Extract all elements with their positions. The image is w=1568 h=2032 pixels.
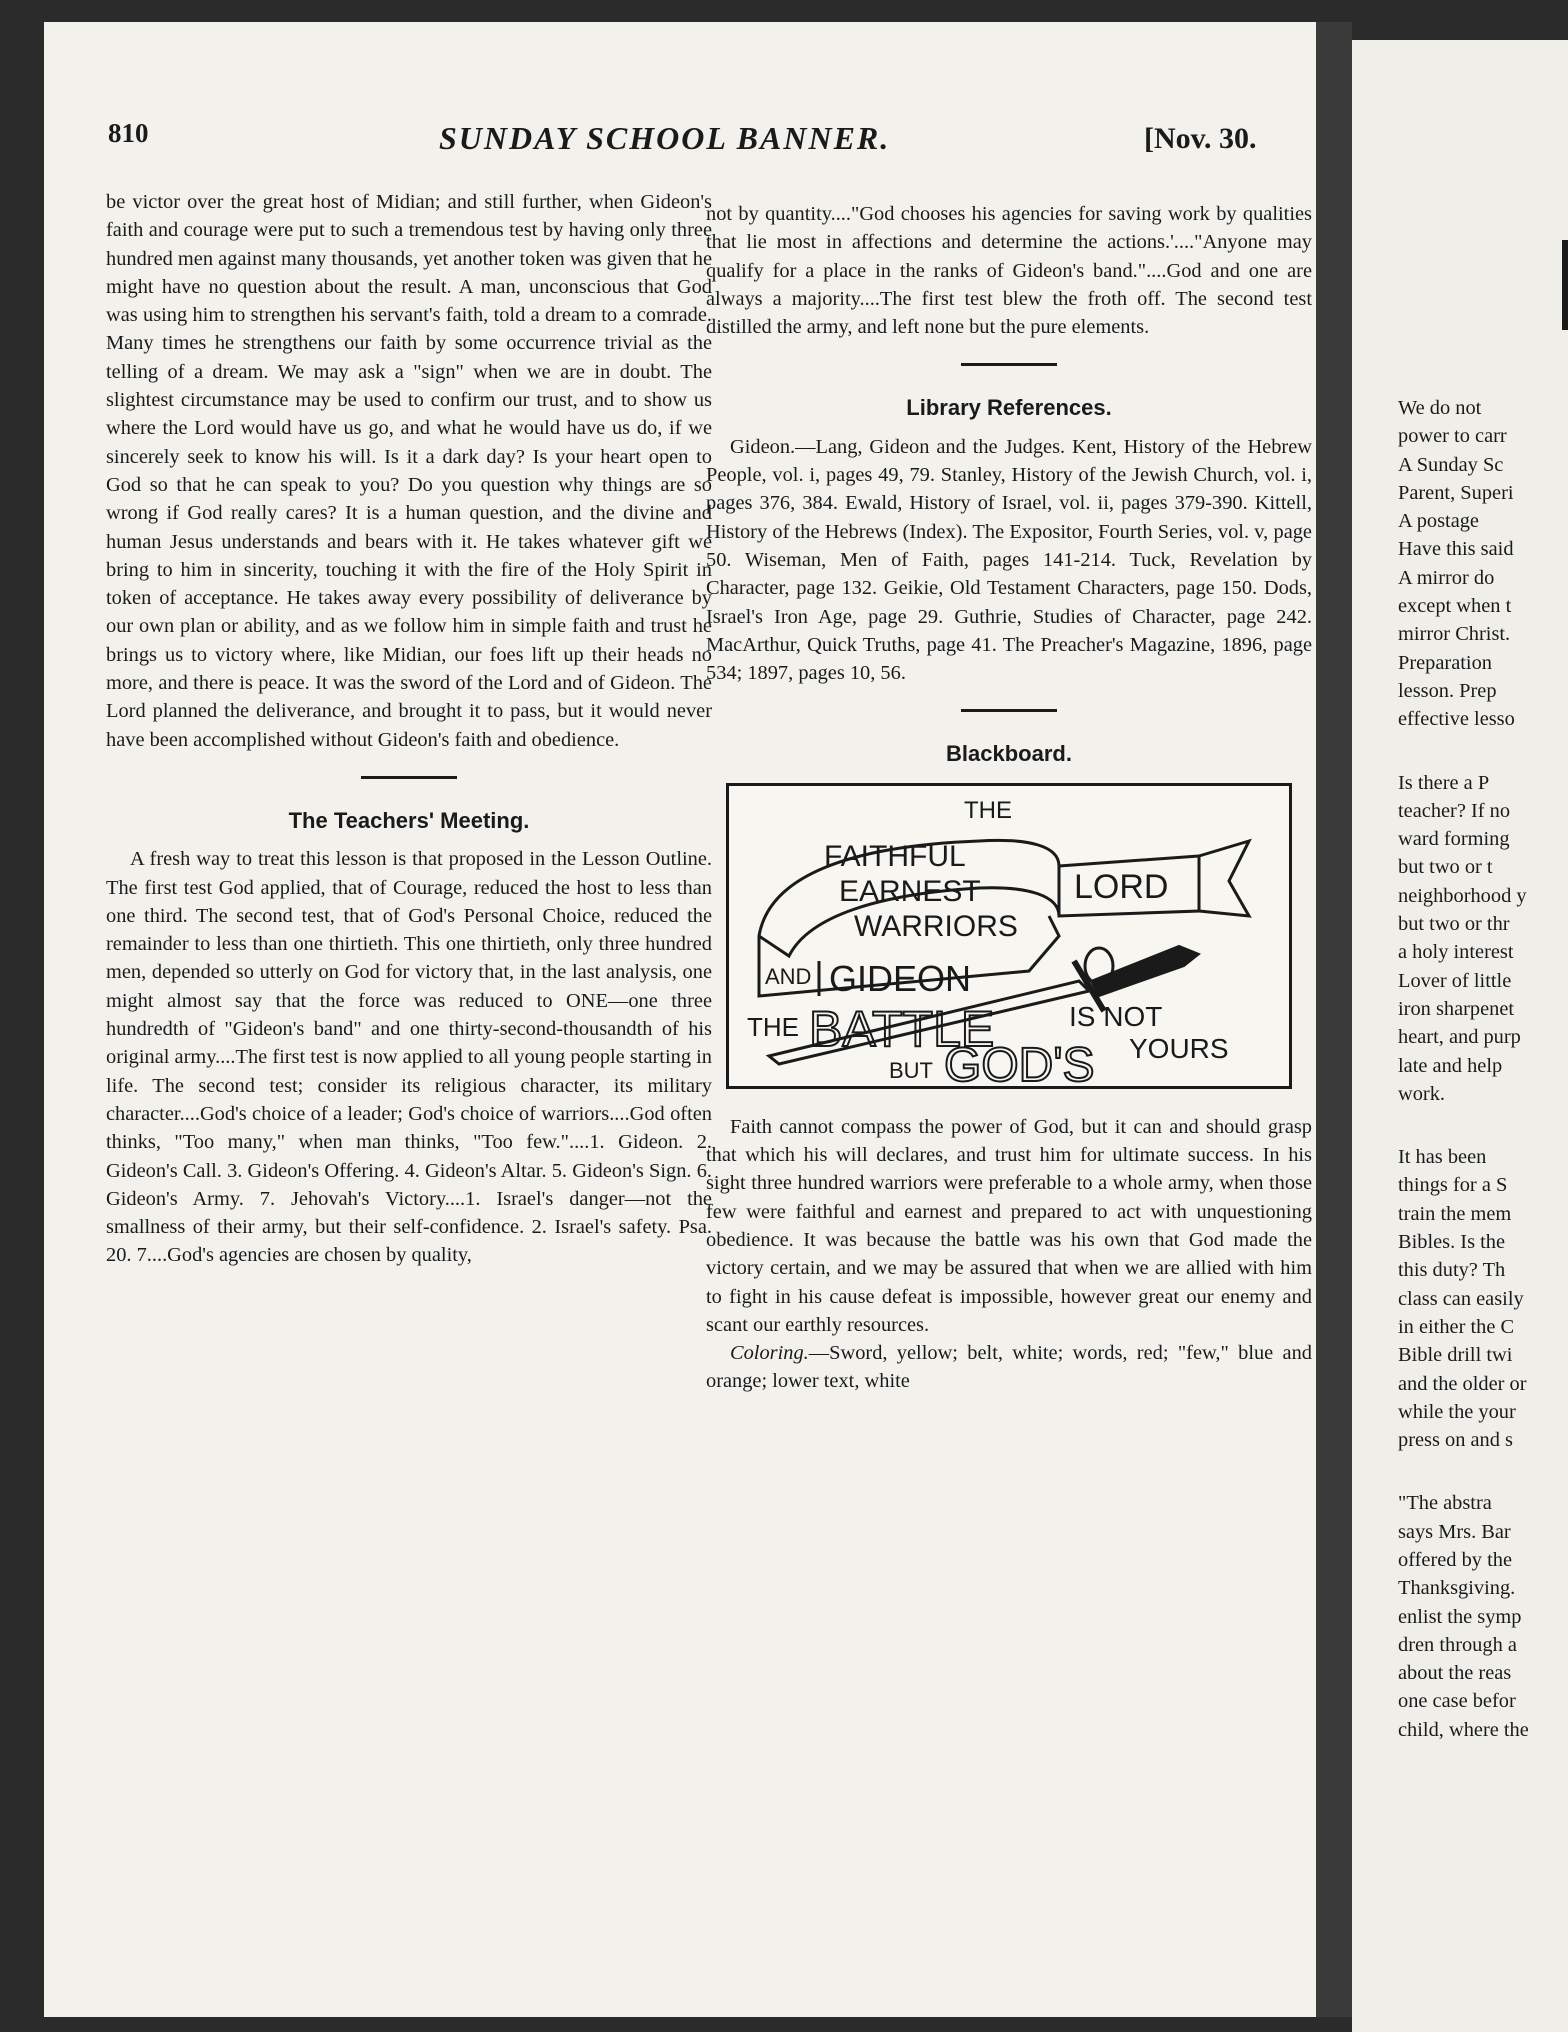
blackboard-word-but: BUT xyxy=(889,1057,933,1083)
partial-text-line: lesson. Prep xyxy=(1398,679,1497,702)
partial-text-line: in either the C xyxy=(1398,1315,1515,1338)
partial-text-line: Thanksgiving. xyxy=(1398,1577,1516,1600)
library-references-text: Gideon.—Lang, Gideon and the Judges. Kent, History of the Hebrew People, vol. i, pages 49, 79. Stanley, History of the Jewish Church, vol. i, pages 376, 384. Ewald, History of Israel, vol. ii, pages 379-390. Kittell, History of the Hebrews (Index). The Expositor, Fourth Series, vol. v, page 50. Wiseman, Men of Faith, pages 141-214. Tuck, Revelation by Character, page 132. Geikie, Old Testament Characters, page 150. Dods, Israel's Iron Age, page 29. Guthrie, Studies of Character, page 242. MacArthur, Quick Truths, page 41. The Preacher's Magazine, 1896, page 534; 1897, pages 10, 56. xyxy=(706,435,1312,685)
library-references-heading: Library References. xyxy=(906,395,1112,421)
blackboard-word-lord: LORD xyxy=(1074,867,1169,906)
partial-text-line: press on and s xyxy=(1398,1429,1513,1452)
page-number: 810 xyxy=(108,118,149,148)
partial-text-line xyxy=(1398,1108,1568,1143)
partial-text-line: a holy interest xyxy=(1398,941,1514,964)
partial-text-line: Preparation xyxy=(1398,651,1492,674)
teachers-meeting-heading: The Teachers' Meeting. xyxy=(288,807,530,833)
blackboard-word-earnest: EARNEST xyxy=(839,874,981,908)
partial-text-line: child, where the xyxy=(1398,1718,1529,1741)
partial-text-line: teacher? If no xyxy=(1398,799,1511,822)
paragraph: not by quantity...."God chooses his agencies for saving work by qualities that lie most in affections and determine the actions.'...."Anyone may qualify for a place in the ranks of Gideon's band."....God and one are always a majority....The first test blew the froth off. The second test distilled the army, and left none but the pure elements. xyxy=(706,203,1312,339)
blackboard-word-battle: BATTLE xyxy=(809,1000,995,1057)
partial-text-line: A mirror do xyxy=(1398,566,1495,589)
blackboard-word-the-top: THE xyxy=(964,796,1012,824)
partial-text-line: ward forming xyxy=(1398,828,1510,851)
partial-text-line: It has been xyxy=(1398,1146,1487,1169)
partial-text-line: things for a S xyxy=(1398,1174,1508,1197)
partial-text-line: We do not xyxy=(1398,397,1482,419)
partial-text-line xyxy=(1398,1454,1568,1489)
blackboard-word-gods: GOD'S xyxy=(944,1038,1095,1086)
partial-text-line: Have this said xyxy=(1398,538,1514,561)
partial-text-line: mirror Christ. xyxy=(1398,623,1511,646)
partial-text-line: neighborhood y xyxy=(1398,884,1527,907)
blackboard-word-gideon: GIDEON xyxy=(829,957,972,999)
partial-text-line: Is there a P xyxy=(1398,771,1490,794)
partial-text-line: train the mem xyxy=(1398,1202,1512,1225)
large-letter-fragment xyxy=(1562,240,1568,330)
partial-text-line: Bible drill twi xyxy=(1398,1344,1513,1367)
coloring-label: Coloring. xyxy=(730,1342,809,1365)
partial-text-line: Bibles. Is the xyxy=(1398,1231,1506,1254)
blackboard-word-yours: YOURS xyxy=(1129,1032,1229,1064)
partial-text-line: iron sharpenet xyxy=(1398,997,1515,1020)
blackboard-drawing xyxy=(729,786,1289,1086)
partial-text-line: "The abstra xyxy=(1398,1492,1492,1515)
partial-text-line: class can easily xyxy=(1398,1287,1524,1310)
book-gutter xyxy=(1316,22,1352,2017)
partial-text-line: A postage xyxy=(1398,510,1479,533)
partial-text-line: Parent, Superi xyxy=(1398,481,1514,504)
paragraph: A fresh way to treat this lesson is that proposed in the Lesson Outline. The first test God applied, that of Courage, reduced the host to less than one third. The second test, that of God's Personal Choice, reduced the remainder to less than one thirtieth. This one thirtieth, only three hundred men, depended so utterly on God for victory that, in the last analysis, one might almost say that the force was reduced to ONE—one three hundredth of "Gideon's band" and one thirty-second-thousandth of his original army....The first test is now applied to all young people starting in life. The second test; consider its religious character, its military character....God's choice of a leader; God's choice of warriors....God often thinks, "Too many," when man thinks, "Too few."....1. Gideon. 2. Gideon's Call. 3. Gideon's Offering. 4. Gideon's Altar. 5. Gideon's Sign. 6. Gideon's Army. 7. Jehovah's Victory....1. Israel's danger—not the smallness of their army, but their self-confidence. 2. Israel's safety. Psa. 20. 7....God's agencies are chosen by quality, xyxy=(106,848,712,1267)
coloring-note xyxy=(706,1339,1312,1396)
right-page-edge xyxy=(1352,40,1568,2032)
partial-text-line: except when t xyxy=(1398,595,1512,618)
partial-text-line: this duty? Th xyxy=(1398,1259,1506,1282)
partial-text-line: late and help xyxy=(1398,1054,1503,1077)
blackboard-word-faithful: FAITHFUL xyxy=(824,839,966,873)
partial-text-line: but two or thr xyxy=(1398,913,1510,936)
partial-text-line: says Mrs. Bar xyxy=(1398,1520,1511,1543)
blackboard-word-is-not: IS NOT xyxy=(1069,1000,1163,1032)
paragraph: Faith cannot compass the power of God, but it can and should grasp that which his will declares, and trust him for ultimate success. In his sight three hundred warriors were preferable to a whole army, when those few were faithful and earnest and prepared to act with unquestioning obedience. It was because the battle was his own that God made the victory certain, and we may be assured that when we are allied with him to fight in his cause defeat is impossible, however great our enemy and scant our earthly resources. xyxy=(706,1115,1312,1336)
ribbon-tail xyxy=(1199,841,1249,916)
left-page xyxy=(44,22,1342,2017)
partial-text-line xyxy=(1398,734,1568,769)
partial-text-line: about the reas xyxy=(1398,1662,1512,1685)
partial-text-line: one case befor xyxy=(1398,1690,1516,1713)
column-left xyxy=(106,188,712,1270)
blackboard-illustration xyxy=(726,783,1292,1089)
partial-text-line: and the older or xyxy=(1398,1372,1527,1395)
partial-text-line: but two or t xyxy=(1398,856,1493,879)
blackboard-heading: Blackboard. xyxy=(946,741,1072,767)
blackboard-word-the-bottom: THE xyxy=(747,1011,799,1042)
partial-text-line: heart, and purp xyxy=(1398,1026,1521,1049)
partial-text-line: Lover of little xyxy=(1398,969,1512,992)
partial-text-line: while the your xyxy=(1398,1400,1516,1423)
paragraph: be victor over the great host of Midian; and still further, when Gideon's faith and courage were put to such a tremendous test by having only three hundred men against many thousands, yet another token was given that he might have no question about the result. A man, unconscious that God was using him to strengthen his servant's faith, told a dream to a comrade. Many times he strengthens our faith by some occurrence trivial as the telling of a dream. We may ask a "sign" when we are in doubt. The slightest circumstance may be used to confirm our trust, and to show us where the Lord would have us go, and what he would have us do, if we sincerely seek to know his will. Is it a dark day? Is your heart open to God so that he can speak to you? Do you question why things are so wrong if God really cares? It is a human question, and the divine and human Jesus understands and bears with it. He takes whatever gift we bring to him in sincerity, touching it with the fire of the Holy Spirit in token of acceptance. He takes away every possibility of deliverance by our own plan or ability, and as we follow him in simple faith and trust he brings us to victory where, like Midian, our foes lift up their heads no more, and there is peace. It was the sword of the Lord and of Gideon. The Lord planned the deliverance, and brought it to pass, but it would never have been accomplished without Gideon's faith and obedience. xyxy=(106,191,712,751)
partial-text-line: effective lesso xyxy=(1398,708,1515,731)
coloring-text: —Sword, yellow; belt, white; words, red; "few," blue and orange; lower text, white xyxy=(706,1342,1312,1393)
divider xyxy=(961,363,1057,366)
partial-text-line: enlist the symp xyxy=(1398,1605,1522,1628)
partial-text-line: A Sunday Sc xyxy=(1398,453,1504,476)
page-header xyxy=(44,92,1342,156)
blackboard-word-and: AND xyxy=(765,963,812,989)
column-middle xyxy=(706,200,1312,1396)
page-date: [Nov. 30. xyxy=(1144,122,1257,155)
blackboard-word-warriors: WARRIORS xyxy=(854,909,1018,943)
partial-text-line: dren through a xyxy=(1398,1633,1517,1656)
partial-text-line: work. xyxy=(1398,1082,1446,1105)
divider xyxy=(961,709,1057,712)
page-title: SUNDAY SCHOOL BANNER. xyxy=(439,120,891,156)
column-right-partial xyxy=(1398,394,1568,1744)
partial-text-line: offered by the xyxy=(1398,1548,1512,1571)
divider xyxy=(361,776,457,779)
partial-text-line: power to carr xyxy=(1398,425,1507,448)
